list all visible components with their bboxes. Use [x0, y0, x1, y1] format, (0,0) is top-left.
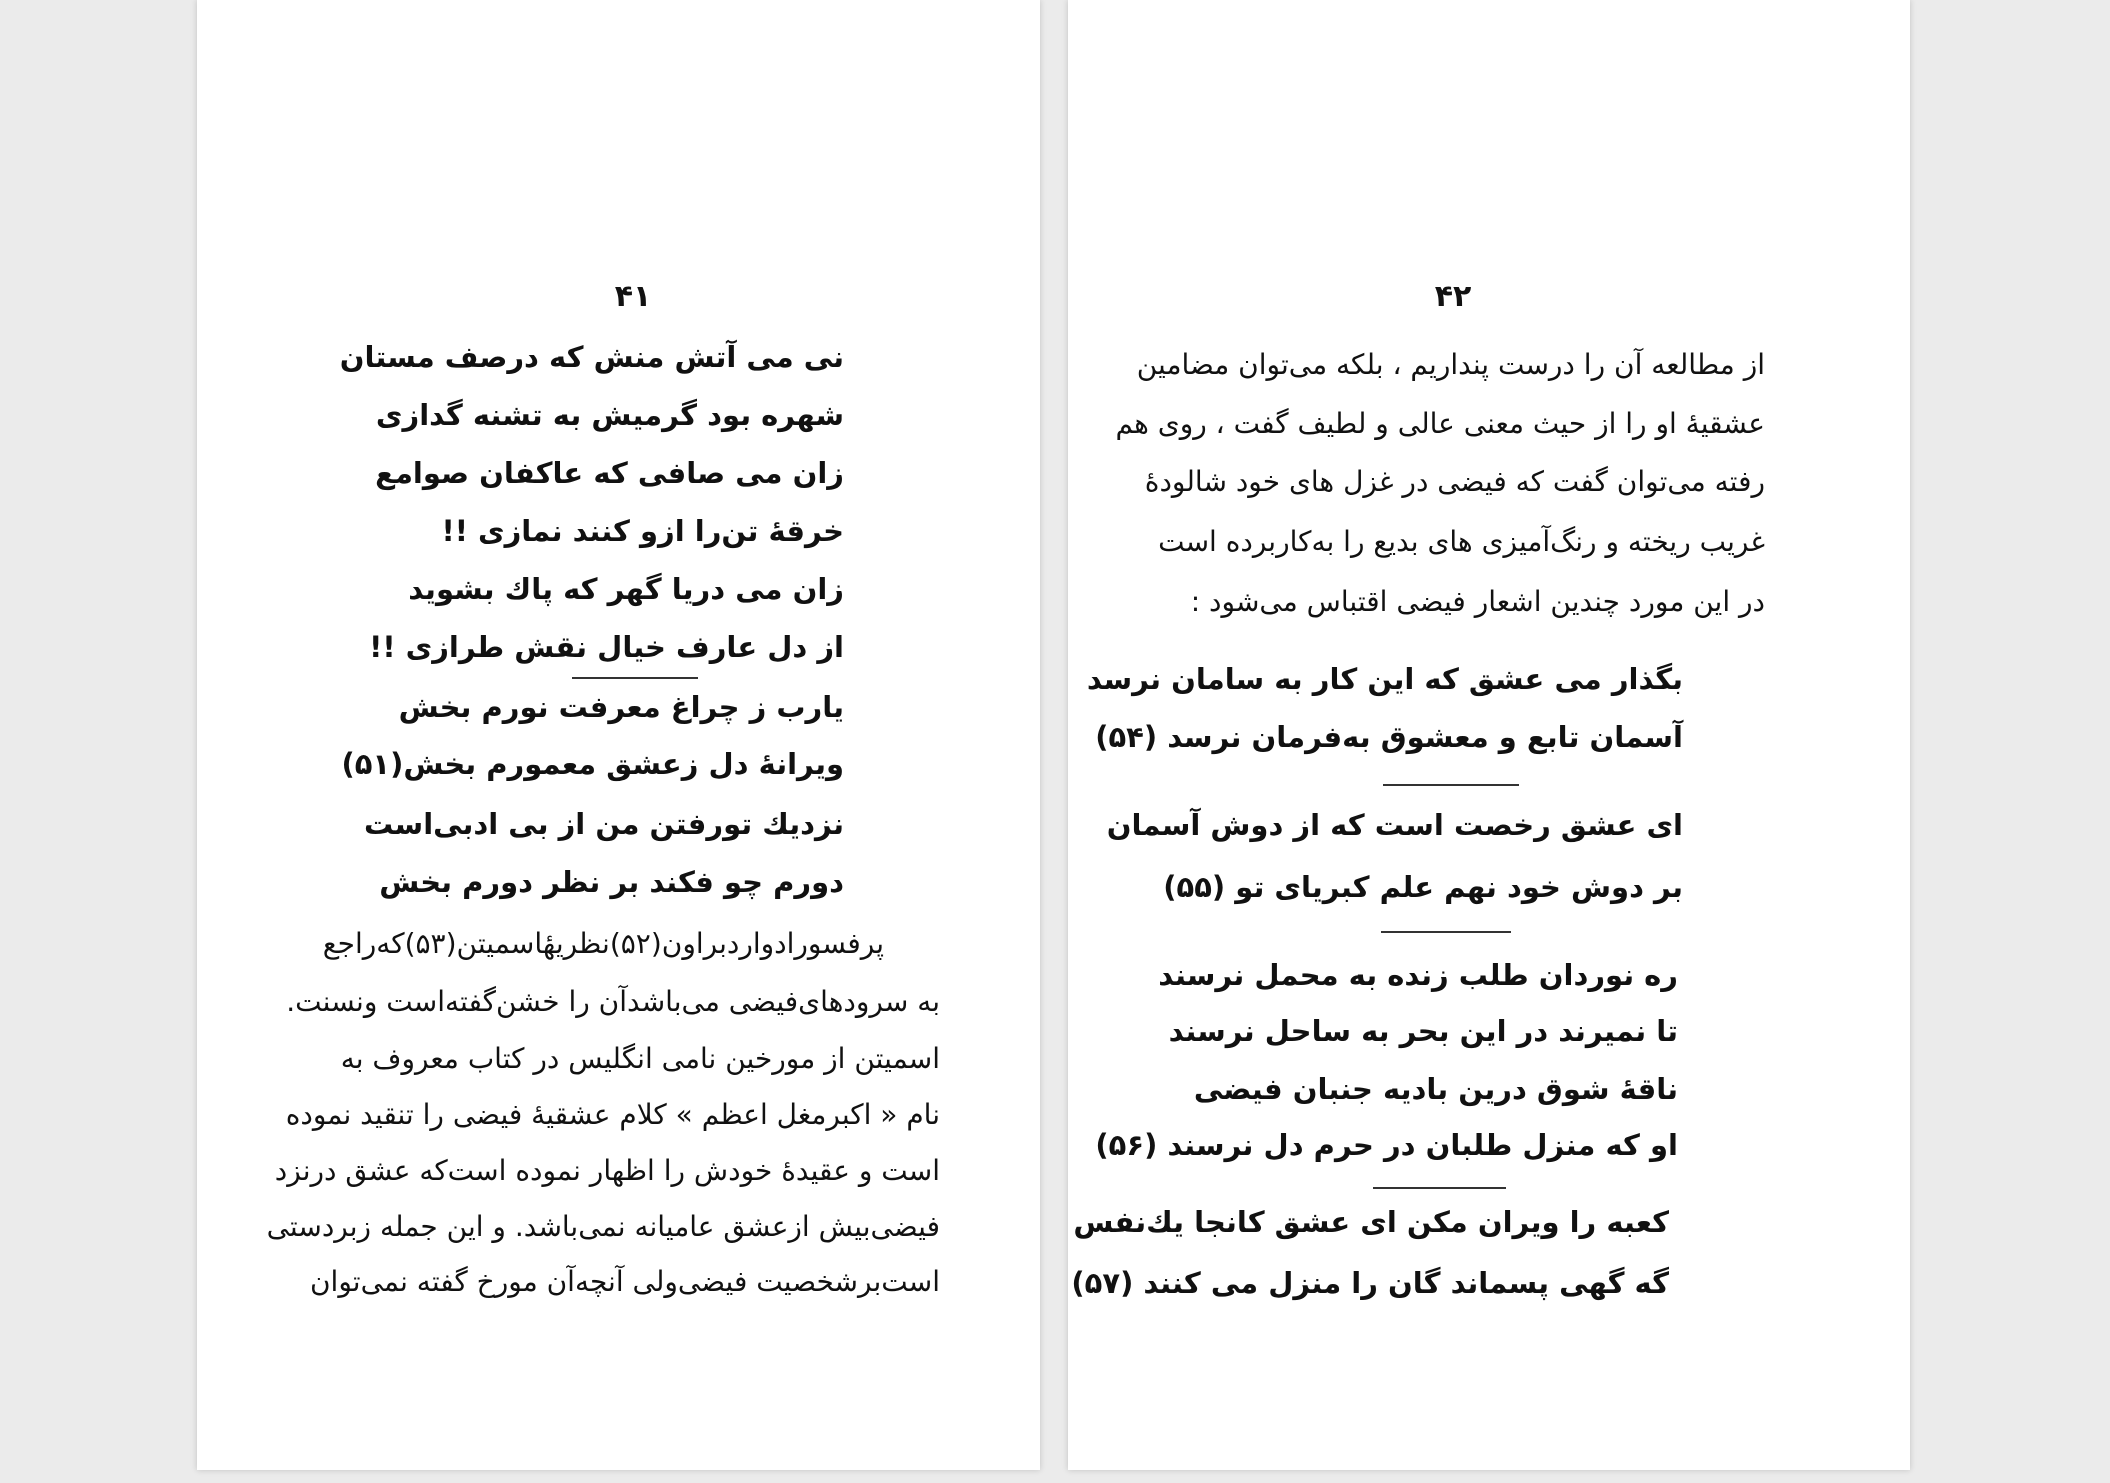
verse-line: کعبه را ویران مکن ای عشق کانجا یك‌نفس [1073, 1205, 1669, 1239]
verse-line: بگذار می عشق که این کار به سامان نرسد [1086, 662, 1683, 696]
paragraph-line: به سرودهای‌فیضی می‌باشدآن را خشن‌گفته‌است ونسنت. [286, 985, 940, 1018]
verse-line: نی می آتش منش که درصف مستان [339, 340, 844, 374]
verse-line: بر دوش خود نهم علم کبریای تو (۵۵) [1163, 870, 1683, 904]
paragraph-line: است‌برشخصیت فیضی‌ولی آنچه‌آن مورخ گفته نمی‌توان [309, 1265, 940, 1298]
verse-line: زان می صافی که عاکفان صوامع [375, 456, 844, 490]
verse-line: ناقهٔ شوق درین بادیه جنبان فیضی [1193, 1072, 1678, 1106]
paragraph-line: پرفسورادواردبراون(۵۲)نظریهٔاسمیتن(۵۳)که‌راجع [322, 927, 884, 960]
verse-line: ای عشق رخصت است که از دوش آسمان [1106, 808, 1683, 842]
separator-rule [1381, 931, 1511, 933]
verse-line: خرقهٔ تن‌را ازو کنند نمازی !! [441, 514, 844, 548]
page-number: ۴۱ [614, 279, 652, 314]
verse-line: ویرانهٔ دل زعشق معمورم بخش(۵۱) [341, 747, 844, 781]
verse-line: ره نوردان طلب زنده به محمل نرسند [1158, 958, 1678, 992]
paragraph-line: است و عقیدهٔ خودش را اظهار نموده است‌که عشق درنزد [274, 1154, 940, 1187]
paragraph-line: از مطالعه آن را درست پنداریم ، بلکه می‌توان مضامین [1136, 348, 1765, 381]
paragraph-line: نام « اکبرمغل اعظم » کلام عشقیهٔ فیضی را تنقید نموده [285, 1098, 940, 1131]
verse-line: شهره بود گرمیش به تشنه گدازی [375, 398, 844, 432]
paragraph-line: اسمیتن از مورخین نامی انگلیس در کتاب معروف به [340, 1042, 940, 1075]
separator-rule [1383, 784, 1519, 786]
paragraph-line: فیضی‌بیش ازعشق عامیانه نمی‌باشد. و این جمله زبردستی [266, 1210, 940, 1243]
separator-rule [1373, 1187, 1506, 1189]
paragraph-line: در این مورد چندین اشعار فیضی اقتباس می‌شود : [1190, 585, 1765, 618]
paragraph-line: رفته می‌توان گفت که فیضی در غزل های خود شالودهٔ [1144, 465, 1765, 498]
verse-line: دورم چو فکند بر نظر دورم بخش [379, 865, 844, 899]
verse-line: نزدیك تورفتن من از بی ادبی‌است [363, 807, 844, 841]
verse-line: تا نمیرند در این بحر به ساحل نرسند [1168, 1014, 1678, 1048]
verse-line: گه گهی پسماند گان را منزل می کنند (۵۷) [1071, 1266, 1669, 1300]
verse-line: از دل عارف خیال نقش طرازی !! [369, 630, 844, 664]
verse-line: زان می دریا گهر که پاك بشوید [408, 572, 844, 606]
page-number: ۴۲ [1434, 279, 1472, 314]
verse-line: یارب ز چراغ معرفت نورم بخش [398, 690, 844, 724]
verse-line: او که منزل طلبان در حرم دل نرسند (۵۶) [1095, 1128, 1678, 1162]
verse-line: آسمان تابع و معشوق به‌فرمان نرسد (۵۴) [1095, 720, 1683, 754]
paragraph-line: عشقیهٔ او را از حیث معنی عالی و لطیف گفت ، روی هم [1115, 407, 1765, 440]
paragraph-line: غریب ریخته و رنگ‌آمیزی های بدیع را به‌کاربرده است [1158, 525, 1765, 558]
separator-rule [572, 677, 698, 679]
